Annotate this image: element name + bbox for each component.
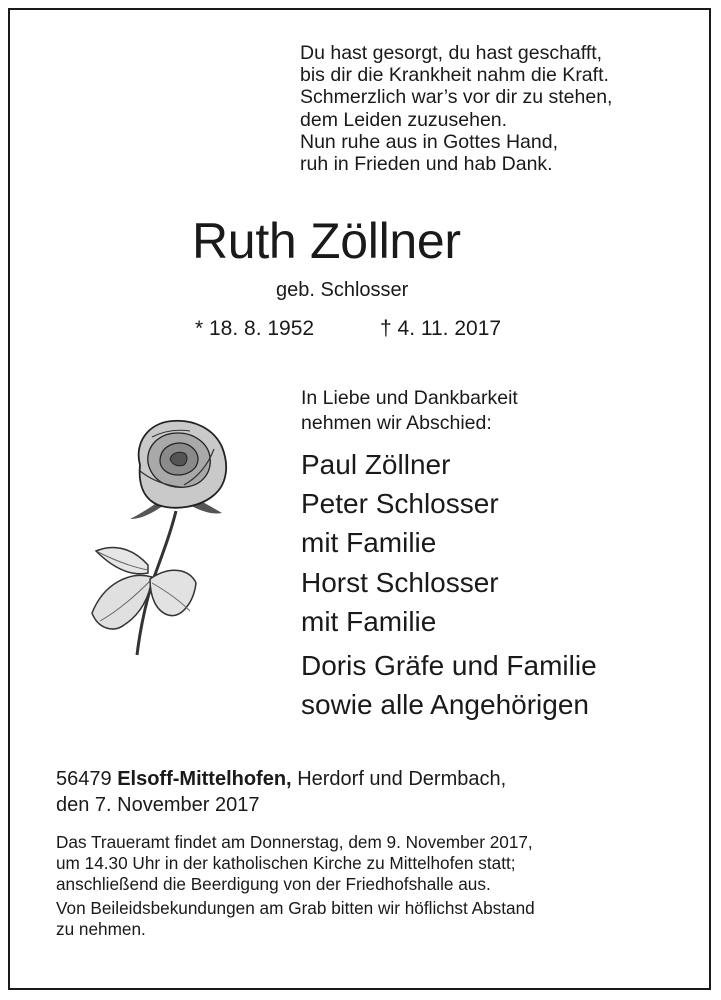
farewell-intro [301,386,518,435]
service-details [56,832,535,940]
death-date: † 4. 11. 2017 [380,317,502,340]
mourner: Paul Zöllner [301,449,451,480]
intro-line: nehmen wir Abschied: [301,411,492,434]
mourner: sowie alle Angehörigen [301,689,589,720]
service-line: um 14.30 Uhr in der katholischen Kirche zu Mittelhofen statt; [56,853,516,874]
place-name: Elsoff-Mittelhofen, [117,768,292,790]
poem-line: bis dir die Krankheit nahm die Kraft. [300,64,609,87]
mourner: Horst Schlosser [301,567,499,598]
mourner-group [301,563,499,641]
mourner-group [301,646,597,724]
deceased-name: Ruth Zöllner [192,213,461,269]
postal-code: 56479 [56,768,112,790]
birth-name: geb. Schlosser [276,279,409,301]
mourner: Peter Schlosser [301,488,499,519]
poem-line: Schmerzlich war’s vor dir zu stehen, [300,86,613,109]
service-line: anschließend die Beerdigung von der Friedhofshalle aus. [56,874,491,895]
mourner: mit Familie [301,606,437,637]
birth-date: * 18. 8. 1952 [195,317,315,340]
other-places: Herdorf und Dermbach, [297,768,507,790]
service-line: Das Traueramt findet am Donnerstag, dem 9. November 2017, [56,832,533,852]
poem-line: Nun ruhe aus in Gottes Hand, [300,130,558,153]
mourner: Doris Gräfe und Familie [301,650,597,681]
poem-line: ruh in Frieden und hab Dank. [300,153,553,176]
intro-line: In Liebe und Dankbarkeit [301,387,518,409]
rose-icon [90,415,250,660]
notice-date: den 7. November 2017 [56,793,260,816]
location-date [56,767,506,818]
condolence-note: zu nehmen. [56,918,146,939]
mourner-group [301,484,499,562]
poem-line: dem Leiden zuzusehen. [300,108,508,131]
poem [300,42,612,175]
mourner: mit Familie [301,527,437,558]
poem-line: Du hast gesorgt, du hast geschafft, [300,42,603,64]
condolence-note: Von Beileidsbekundungen am Grab bitten wir höflichst Abstand [56,897,535,918]
